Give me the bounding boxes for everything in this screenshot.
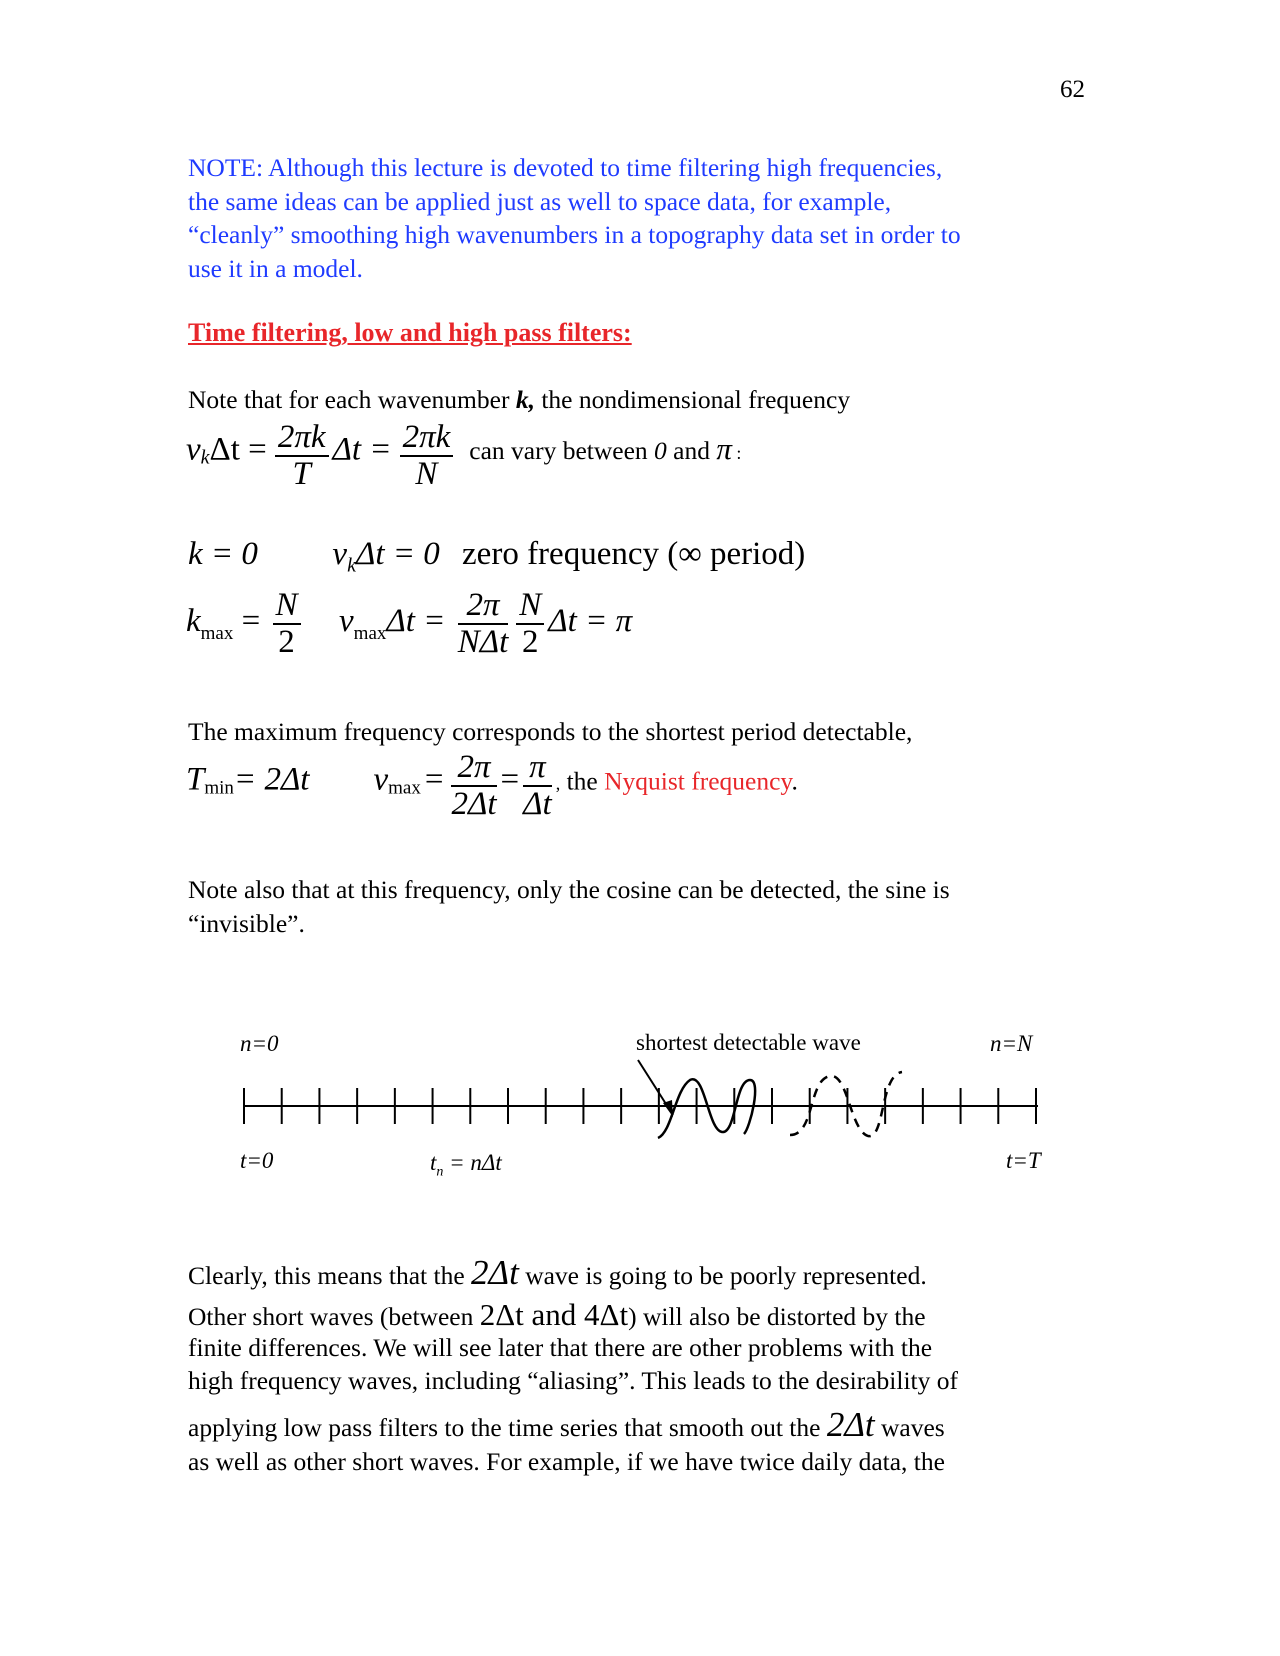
eq4-T: T: [186, 761, 205, 798]
intro-post: the nondimensional frequency: [534, 385, 851, 414]
note-also-line: Note also that at this frequency, only the cosine can be detected, the sine is: [188, 875, 950, 904]
closing-line-4: high frequency waves, including “aliasing”. This leads to the desirability of: [188, 1366, 958, 1395]
eq3-nu: ν: [339, 603, 354, 640]
label-tT: t=T: [1006, 1148, 1041, 1173]
nyquist-term: Nyquist frequency: [604, 766, 792, 796]
note-line: NOTE: Although this lecture is devoted to time filtering high frequencies,: [188, 153, 943, 182]
closing-line-5: applying low pass filters to the time series that smooth out the 2Δt waves: [188, 1405, 945, 1444]
eq1-frac2: $\frac{2\pi k}{N}$: [400, 420, 454, 491]
math-2dt-4dt: 2Δt and 4Δt: [479, 1297, 629, 1332]
eq3-k: k: [186, 603, 201, 640]
eq2-nu: ν: [332, 536, 348, 572]
label-t0: t=0: [240, 1148, 274, 1173]
math-2dt-b: 2Δt: [826, 1405, 875, 1444]
label-tn: $t_n = n\Delta t$: [430, 1150, 502, 1180]
label-shortest-wave: shortest detectable wave: [636, 1030, 861, 1055]
page-number: 62: [1060, 76, 1085, 103]
equation-nyquist: $T_{min}= 2\Delta t$ $\nu_{max}$ = $\frac{2\pi}{2\Delta t}$ = $\frac{\pi}{\Delta t}$ , the Nyquist frequency.: [186, 749, 798, 822]
note-line: “cleanly” smoothing high wavenumbers in a topography data set in order to: [188, 220, 961, 249]
intro-pre: Note that for each wavenumber: [188, 385, 516, 414]
equation-max-frequency: $k_{max}$ = $\frac{N}{2}$ $\nu_{max}\Delta t$ = $\frac{2\pi}{\text{NΔt}}$ $\frac{N}{2}$ Δt = π: [186, 587, 633, 660]
eq1-dt: Δt =: [209, 431, 267, 468]
eq4-frac1: $\frac{2\pi}{2\Delta t}$: [451, 749, 497, 822]
eq2-desc: zero frequency (∞ period): [462, 536, 806, 572]
closing-line-1: Clearly, this means that the 2Δt wave is going to be poorly represented.: [188, 1253, 927, 1292]
eq1-nu: ν: [186, 431, 201, 468]
eq2-k: k = 0: [188, 536, 258, 572]
eq4-T-rhs: = 2Δt: [233, 761, 310, 798]
closing-line-6: as well as other short waves. For example, if we have twice daily data, the: [188, 1447, 945, 1476]
eq4-nu: ν: [373, 761, 389, 798]
eq2-rhs: Δt = 0: [355, 536, 440, 572]
closing-line-2: Other short waves (between 2Δt and 4Δt) will also be distorted by the: [188, 1297, 926, 1332]
note-also-line: “invisible”.: [188, 908, 305, 938]
solid-wave: [658, 1079, 755, 1138]
closing-line-3: finite differences. We will see later that there are other problems with the: [188, 1333, 933, 1362]
label-nN: n=N: [990, 1031, 1033, 1056]
eq1-tail: can vary between 0 and π :: [469, 431, 742, 467]
note-line: the same ideas can be applied just as well to space data, for example,: [188, 186, 892, 216]
eq3-frac2: $\frac{2\pi}{\text{NΔt}}$: [457, 587, 509, 660]
intro-k: k,: [515, 385, 535, 414]
eq1-sub: k: [200, 446, 210, 469]
section-heading: Time filtering, low and high pass filters:: [188, 318, 632, 347]
eq3-tail: Δt = π: [548, 603, 633, 640]
note-line: use it in a model.: [188, 253, 363, 283]
eq1-frac1: $\frac{2\pi k}{T}$: [275, 420, 329, 491]
math-2dt: 2Δt: [471, 1253, 519, 1292]
max-frequency-sentence: The maximum frequency corresponds to the shortest period detectable,: [188, 717, 913, 746]
equation-zero-frequency: k = 0 $\nu_k\Delta t = 0$ zero frequency (∞ period): [188, 536, 806, 577]
eq4-frac2: $\frac{\pi}{\Delta t}$: [523, 749, 552, 822]
eq3-frac3: $\frac{N}{2}$: [516, 588, 544, 659]
eq1-mid: Δt =: [332, 431, 392, 468]
eq3-frac1: $\frac{N}{2}$: [273, 588, 301, 659]
label-n0: n=0: [240, 1031, 279, 1056]
